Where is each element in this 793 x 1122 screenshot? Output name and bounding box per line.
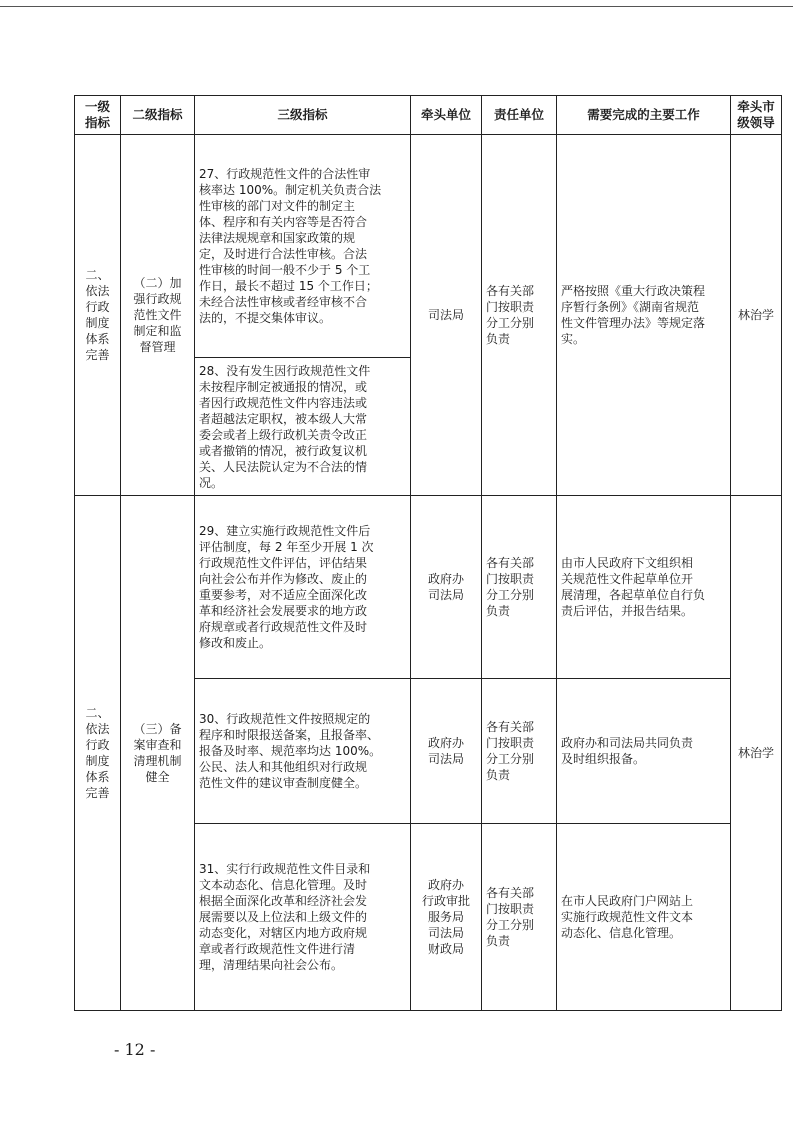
header-resp-unit: 责任单位 xyxy=(482,96,557,135)
indicator-table xyxy=(74,95,782,1011)
level3-cell: 27、行政规范性文件的合法性审 核率达 100%。制定机关负责合法 性审核的部门对文件的制定主 体、程序和有关内容等是否符合 法律法规规章和国家政策的规 定，及时进行合法性审核。合法 性审核的时间一般不少于 5 个工 作日，最长不超过 15 个工作日； 未经合法性审核或者经审核不合 法的，不提交集体审议。 xyxy=(195,135,411,358)
page-number: - 12 - xyxy=(114,1040,156,1059)
leader-cell: 林治学 xyxy=(731,496,782,1011)
table-header-row xyxy=(75,96,782,135)
level3-cell: 31、实行行政规范性文件目录和 文本动态化、信息化管理。及时 根据全面深化改革和经济社会发 展需要以及上位法和上级文件的 动态变化，对辖区内地方政府规 章或者行政规范性文件进行清 理，清理结果向社会公布。 xyxy=(195,824,411,1011)
resp-unit-cell: 各有关部 门按职责 分工分别 负责 xyxy=(482,679,557,824)
main-work-cell: 在市人民政府门户网站上 实施行政规范性文件文本 动态化、信息化管理。 xyxy=(557,824,731,1011)
main-work-cell: 政府办和司法局共同负责 及时组织报备。 xyxy=(557,679,731,824)
lead-unit-cell: 政府办 司法局 xyxy=(411,496,482,679)
resp-unit-cell: 各有关部 门按职责 分工分别 负责 xyxy=(482,824,557,1011)
leader-cell: 林治学 xyxy=(731,135,782,496)
level1-cell: 二、 依法 行政 制度 体系 完善 xyxy=(75,496,121,1011)
header-level3: 三级指标 xyxy=(195,96,411,135)
lead-unit-cell: 政府办 行政审批 服务局 司法局 财政局 xyxy=(411,824,482,1011)
level2-cell: （三）备 案审查和 清理机制 健全 xyxy=(121,496,195,1011)
header-level2: 二级指标 xyxy=(121,96,195,135)
main-work-cell: 严格按照《重大行政决策程 序暂行条例》《湖南省规范 性文件管理办法》等规定落 实。 xyxy=(557,135,731,496)
resp-unit-cell: 各有关部 门按职责 分工分别 负责 xyxy=(482,496,557,679)
table-row xyxy=(75,135,782,358)
header-level1: 一级 指标 xyxy=(75,96,121,135)
main-work-cell: 由市人民政府下文组织相 关规范性文件起草单位开 展清理，各起草单位自行负 责后评估，并报告结果。 xyxy=(557,496,731,679)
header-main-work: 需要完成的主要工作 xyxy=(557,96,731,135)
lead-unit-cell: 司法局 xyxy=(411,135,482,496)
resp-unit-cell: 各有关部 门按职责 分工分别 负责 xyxy=(482,135,557,496)
table-row xyxy=(75,496,782,679)
top-border-line xyxy=(0,6,793,7)
header-leader: 牵头市 级领导 xyxy=(731,96,782,135)
level3-cell: 30、行政规范性文件按照规定的 程序和时限报送备案，且报备率、 报备及时率、规范率均达 100%。 公民、法人和其他组织对行政规 范性文件的建议审查制度健全。 xyxy=(195,679,411,824)
level1-cell: 二、 依法 行政 制度 体系 完善 xyxy=(75,135,121,496)
level2-cell: （二）加 强行政规 范性文件 制定和监 督管理 xyxy=(121,135,195,496)
level3-cell: 29、建立实施行政规范性文件后 评估制度，每 2 年至少开展 1 次 行政规范性文件评估，评估结果 向社会公布并作为修改、废止的 重要参考，对不适应全面深化改 革和经济社会发展要求的地方政 府规章或者行政规范性文件及时 修改和废止。 xyxy=(195,496,411,679)
lead-unit-cell: 政府办 司法局 xyxy=(411,679,482,824)
header-lead-unit: 牵头单位 xyxy=(411,96,482,135)
level3-cell: 28、没有发生因行政规范性文件 未按程序制定被通报的情况，或 者因行政规范性文件内容违法或 者超越法定职权，被本级人大常 委会或者上级行政机关责令改正 或者撤销的情况，被行政复议机 关、人民法院认定为不合法的情 况。 xyxy=(195,358,411,496)
